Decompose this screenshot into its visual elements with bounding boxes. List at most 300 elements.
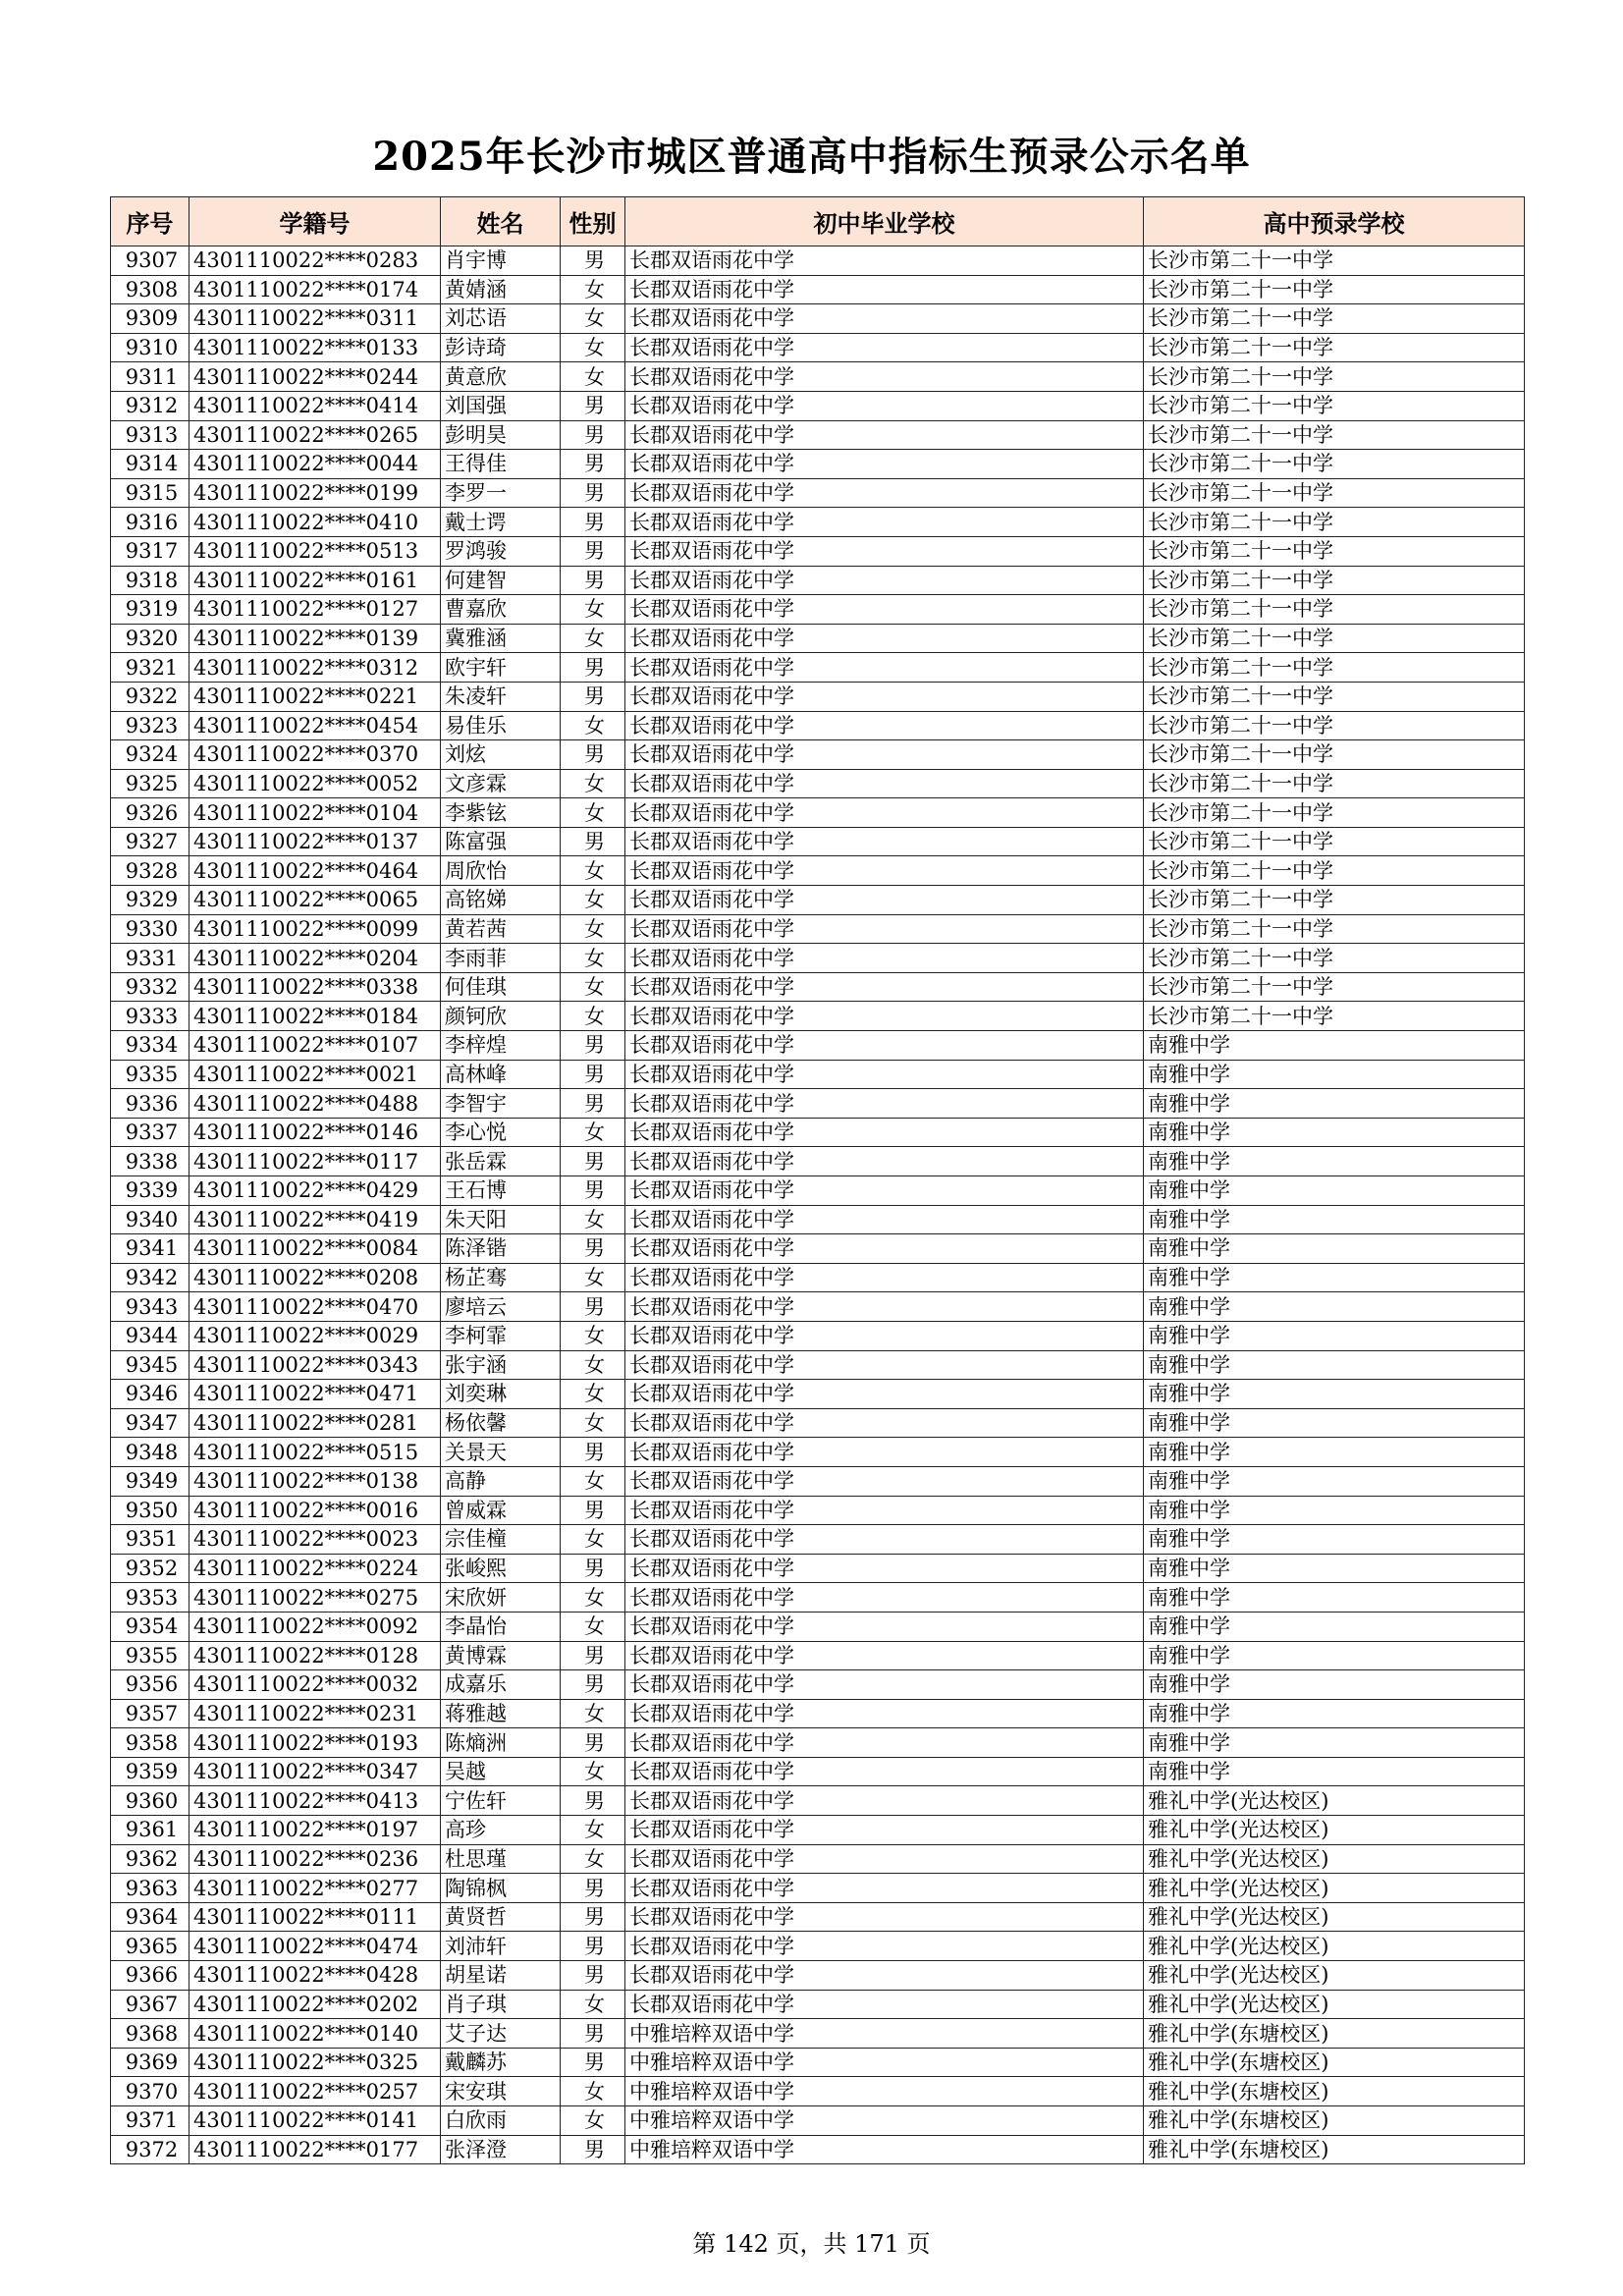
cell-name: 彭明昊 [441, 420, 561, 450]
cell-sex: 女 [561, 2077, 625, 2106]
cell-high-school: 南雅中学 [1144, 1292, 1525, 1322]
cell-name: 张宇涵 [441, 1350, 561, 1380]
table-row [111, 1990, 1525, 2019]
table-row [111, 1321, 1525, 1350]
table-row [111, 1380, 1525, 1409]
cell-student-id: 4301110022****0283 [189, 246, 441, 276]
cell-high-school: 长沙市第二十一中学 [1144, 508, 1525, 537]
cell-high-school: 长沙市第二十一中学 [1144, 972, 1525, 1002]
cell-sex: 女 [561, 1263, 625, 1292]
cell-seq: 9312 [111, 391, 189, 420]
cell-student-id: 4301110022****0107 [189, 1031, 441, 1061]
cell-high-school: 南雅中学 [1144, 1466, 1525, 1496]
cell-name: 成嘉乐 [441, 1670, 561, 1700]
table-row [111, 450, 1525, 479]
cell-student-id: 4301110022****0161 [189, 566, 441, 595]
cell-high-school: 南雅中学 [1144, 1408, 1525, 1438]
cell-seq: 9338 [111, 1147, 189, 1176]
table-row [111, 1525, 1525, 1555]
cell-seq: 9333 [111, 1002, 189, 1031]
cell-high-school: 南雅中学 [1144, 1525, 1525, 1555]
cell-high-school: 南雅中学 [1144, 1263, 1525, 1292]
cell-name: 曹嘉欣 [441, 595, 561, 625]
cell-student-id: 4301110022****0111 [189, 1902, 441, 1932]
cell-seq: 9349 [111, 1466, 189, 1496]
cell-sex: 女 [561, 1583, 625, 1613]
cell-middle-school: 长郡双语雨花中学 [625, 1728, 1144, 1758]
cell-student-id: 4301110022****0202 [189, 1990, 441, 2019]
cell-student-id: 4301110022****0140 [189, 2019, 441, 2049]
cell-seq: 9352 [111, 1554, 189, 1583]
cell-middle-school: 长郡双语雨花中学 [625, 333, 1144, 362]
cell-middle-school: 长郡双语雨花中学 [625, 1321, 1144, 1350]
cell-seq: 9342 [111, 1263, 189, 1292]
cell-middle-school: 长郡双语雨花中学 [625, 1060, 1144, 1089]
cell-high-school: 南雅中学 [1144, 1089, 1525, 1119]
cell-seq: 9348 [111, 1438, 189, 1467]
cell-seq: 9364 [111, 1902, 189, 1932]
cell-seq: 9346 [111, 1380, 189, 1409]
table-row [111, 508, 1525, 537]
cell-name: 白欣雨 [441, 2106, 561, 2136]
cell-seq: 9361 [111, 1816, 189, 1845]
cell-middle-school: 长郡双语雨花中学 [625, 508, 1144, 537]
cell-student-id: 4301110022****0277 [189, 1874, 441, 1903]
cell-name: 高珍 [441, 1816, 561, 1845]
cell-seq: 9345 [111, 1350, 189, 1380]
cell-student-id: 4301110022****0208 [189, 1263, 441, 1292]
cell-seq: 9328 [111, 856, 189, 886]
cell-seq: 9329 [111, 886, 189, 915]
table-row [111, 1292, 1525, 1322]
cell-middle-school: 长郡双语雨花中学 [625, 1874, 1144, 1903]
cell-seq: 9337 [111, 1118, 189, 1147]
cell-student-id: 4301110022****0470 [189, 1292, 441, 1322]
cell-name: 胡星诺 [441, 1961, 561, 1991]
cell-sex: 女 [561, 1350, 625, 1380]
cell-sex: 男 [561, 420, 625, 450]
cell-middle-school: 长郡双语雨花中学 [625, 1525, 1144, 1555]
cell-middle-school: 长郡双语雨花中学 [625, 1031, 1144, 1061]
cell-sex: 女 [561, 1408, 625, 1438]
cell-middle-school: 长郡双语雨花中学 [625, 391, 1144, 420]
table-row [111, 2077, 1525, 2106]
cell-seq: 9326 [111, 798, 189, 828]
table-row [111, 972, 1525, 1002]
cell-seq: 9359 [111, 1757, 189, 1786]
cell-middle-school: 长郡双语雨花中学 [625, 1699, 1144, 1728]
cell-seq: 9319 [111, 595, 189, 625]
cell-sex: 女 [561, 304, 625, 334]
page-footer: 第 142 页，共 171 页 [692, 2230, 931, 2258]
cell-seq: 9365 [111, 1932, 189, 1961]
cell-high-school: 南雅中学 [1144, 1496, 1525, 1525]
cell-middle-school: 长郡双语雨花中学 [625, 944, 1144, 973]
table-row [111, 1205, 1525, 1234]
table-row [111, 1147, 1525, 1176]
cell-middle-school: 长郡双语雨花中学 [625, 1234, 1144, 1264]
cell-student-id: 4301110022****0513 [189, 536, 441, 566]
cell-high-school: 长沙市第二十一中学 [1144, 827, 1525, 856]
cell-middle-school: 长郡双语雨花中学 [625, 246, 1144, 276]
cell-middle-school: 长郡双语雨花中学 [625, 1263, 1144, 1292]
cell-student-id: 4301110022****0221 [189, 682, 441, 711]
table-row [111, 1874, 1525, 1903]
cell-name: 李梓煌 [441, 1031, 561, 1061]
cell-high-school: 南雅中学 [1144, 1757, 1525, 1786]
table-row [111, 1612, 1525, 1641]
cell-seq: 9331 [111, 944, 189, 973]
cell-middle-school: 长郡双语雨花中学 [625, 1438, 1144, 1467]
cell-sex: 女 [561, 1205, 625, 1234]
table-row [111, 1438, 1525, 1467]
column-header-middle-school: 初中毕业学校 [625, 197, 1144, 246]
cell-student-id: 4301110022****0138 [189, 1466, 441, 1496]
cell-student-id: 4301110022****0127 [189, 595, 441, 625]
cell-seq: 9315 [111, 478, 189, 508]
cell-student-id: 4301110022****0016 [189, 1496, 441, 1525]
cell-name: 刘沛轩 [441, 1932, 561, 1961]
cell-high-school: 南雅中学 [1144, 1380, 1525, 1409]
cell-sex: 女 [561, 798, 625, 828]
cell-student-id: 4301110022****0174 [189, 275, 441, 304]
cell-student-id: 4301110022****0257 [189, 2077, 441, 2106]
cell-middle-school: 长郡双语雨花中学 [625, 1002, 1144, 1031]
cell-high-school: 南雅中学 [1144, 1118, 1525, 1147]
cell-seq: 9351 [111, 1525, 189, 1555]
table-row [111, 1466, 1525, 1496]
cell-high-school: 南雅中学 [1144, 1670, 1525, 1700]
cell-middle-school: 长郡双语雨花中学 [625, 1786, 1144, 1816]
cell-high-school: 南雅中学 [1144, 1321, 1525, 1350]
cell-name: 高静 [441, 1466, 561, 1496]
cell-high-school: 南雅中学 [1144, 1641, 1525, 1670]
cell-name: 戴麟苏 [441, 2048, 561, 2077]
cell-name: 高铭娣 [441, 886, 561, 915]
cell-seq: 9320 [111, 624, 189, 653]
cell-sex: 女 [561, 1525, 625, 1555]
cell-high-school: 长沙市第二十一中学 [1144, 740, 1525, 770]
cell-middle-school: 长郡双语雨花中学 [625, 1902, 1144, 1932]
cell-name: 张峻熙 [441, 1554, 561, 1583]
cell-middle-school: 长郡双语雨花中学 [625, 1670, 1144, 1700]
cell-middle-school: 长郡双语雨花中学 [625, 1641, 1144, 1670]
cell-middle-school: 长郡双语雨花中学 [625, 886, 1144, 915]
cell-name: 黄若茜 [441, 914, 561, 944]
cell-sex: 女 [561, 1466, 625, 1496]
table-row [111, 1816, 1525, 1845]
cell-student-id: 4301110022****0199 [189, 478, 441, 508]
cell-sex: 男 [561, 1786, 625, 1816]
cell-high-school: 雅礼中学(光达校区) [1144, 1786, 1525, 1816]
cell-name: 高林峰 [441, 1060, 561, 1089]
cell-student-id: 4301110022****0370 [189, 740, 441, 770]
cell-name: 朱天阳 [441, 1205, 561, 1234]
cell-middle-school: 中雅培粹双语中学 [625, 2019, 1144, 2049]
cell-high-school: 长沙市第二十一中学 [1144, 711, 1525, 740]
cell-high-school: 长沙市第二十一中学 [1144, 566, 1525, 595]
cell-seq: 9347 [111, 1408, 189, 1438]
table-row [111, 1496, 1525, 1525]
cell-sex: 女 [561, 333, 625, 362]
cell-high-school: 长沙市第二十一中学 [1144, 391, 1525, 420]
table-row [111, 914, 1525, 944]
cell-name: 李罗一 [441, 478, 561, 508]
cell-student-id: 4301110022****0023 [189, 1525, 441, 1555]
cell-seq: 9336 [111, 1089, 189, 1119]
table-header [111, 197, 1525, 246]
cell-name: 蒋雅越 [441, 1699, 561, 1728]
cell-middle-school: 长郡双语雨花中学 [625, 1844, 1144, 1874]
cell-high-school: 长沙市第二十一中学 [1144, 886, 1525, 915]
cell-student-id: 4301110022****0428 [189, 1961, 441, 1991]
table-row [111, 333, 1525, 362]
cell-sex: 男 [561, 682, 625, 711]
cell-middle-school: 长郡双语雨花中学 [625, 478, 1144, 508]
column-header-high-school: 高中预录学校 [1144, 197, 1525, 246]
cell-student-id: 4301110022****0044 [189, 450, 441, 479]
cell-seq: 9339 [111, 1176, 189, 1206]
cell-name: 刘炫 [441, 740, 561, 770]
table-row [111, 2048, 1525, 2077]
cell-seq: 9317 [111, 536, 189, 566]
cell-sex: 男 [561, 1932, 625, 1961]
cell-name: 冀雅涵 [441, 624, 561, 653]
cell-sex: 男 [561, 536, 625, 566]
cell-sex: 男 [561, 1438, 625, 1467]
roster-table [110, 196, 1525, 2164]
table-row [111, 420, 1525, 450]
cell-student-id: 4301110022****0029 [189, 1321, 441, 1350]
cell-middle-school: 长郡双语雨花中学 [625, 1496, 1144, 1525]
cell-name: 朱凌轩 [441, 682, 561, 711]
cell-high-school: 南雅中学 [1144, 1583, 1525, 1613]
cell-sex: 男 [561, 478, 625, 508]
table-row [111, 1728, 1525, 1758]
cell-name: 李雨菲 [441, 944, 561, 973]
cell-student-id: 4301110022****0325 [189, 2048, 441, 2077]
cell-middle-school: 长郡双语雨花中学 [625, 595, 1144, 625]
cell-high-school: 长沙市第二十一中学 [1144, 420, 1525, 450]
cell-sex: 男 [561, 1961, 625, 1991]
cell-seq: 9316 [111, 508, 189, 537]
table-row [111, 827, 1525, 856]
cell-sex: 女 [561, 1380, 625, 1409]
page-title: 2025年长沙市城区普通高中指标生预录公示名单 [372, 134, 1251, 180]
cell-student-id: 4301110022****0052 [189, 769, 441, 798]
cell-seq: 9308 [111, 275, 189, 304]
cell-seq: 9323 [111, 711, 189, 740]
cell-name: 肖子琪 [441, 1990, 561, 2019]
cell-seq: 9367 [111, 1990, 189, 2019]
cell-sex: 男 [561, 391, 625, 420]
cell-sex: 女 [561, 972, 625, 1002]
cell-seq: 9372 [111, 2135, 189, 2164]
cell-name: 王石博 [441, 1176, 561, 1206]
cell-sex: 女 [561, 1990, 625, 2019]
cell-middle-school: 长郡双语雨花中学 [625, 1583, 1144, 1613]
cell-seq: 9330 [111, 914, 189, 944]
table-row [111, 856, 1525, 886]
cell-name: 黄婧涵 [441, 275, 561, 304]
cell-middle-school: 长郡双语雨花中学 [625, 1816, 1144, 1845]
cell-middle-school: 长郡双语雨花中学 [625, 1961, 1144, 1991]
cell-name: 黄博霖 [441, 1641, 561, 1670]
cell-high-school: 雅礼中学(光达校区) [1144, 1961, 1525, 1991]
cell-seq: 9322 [111, 682, 189, 711]
table-row [111, 536, 1525, 566]
cell-student-id: 4301110022****0128 [189, 1641, 441, 1670]
cell-student-id: 4301110022****0236 [189, 1844, 441, 1874]
cell-middle-school: 长郡双语雨花中学 [625, 1990, 1144, 2019]
cell-seq: 9310 [111, 333, 189, 362]
cell-name: 黄意欣 [441, 362, 561, 392]
cell-seq: 9341 [111, 1234, 189, 1264]
table-row [111, 1002, 1525, 1031]
cell-sex: 女 [561, 1612, 625, 1641]
cell-high-school: 南雅中学 [1144, 1147, 1525, 1176]
cell-high-school: 南雅中学 [1144, 1612, 1525, 1641]
cell-high-school: 雅礼中学(光达校区) [1144, 1874, 1525, 1903]
cell-name: 吴越 [441, 1757, 561, 1786]
cell-name: 李智宇 [441, 1089, 561, 1119]
cell-student-id: 4301110022****0515 [189, 1438, 441, 1467]
cell-student-id: 4301110022****0177 [189, 2135, 441, 2164]
cell-name: 曾威霖 [441, 1496, 561, 1525]
cell-middle-school: 长郡双语雨花中学 [625, 1932, 1144, 1961]
cell-sex: 女 [561, 856, 625, 886]
table-row [111, 1757, 1525, 1786]
cell-sex: 男 [561, 508, 625, 537]
cell-name: 颜钶欣 [441, 1002, 561, 1031]
cell-seq: 9314 [111, 450, 189, 479]
cell-high-school: 雅礼中学(东塘校区) [1144, 2135, 1525, 2164]
cell-middle-school: 中雅培粹双语中学 [625, 2135, 1144, 2164]
cell-name: 杜思瑾 [441, 1844, 561, 1874]
cell-seq: 9354 [111, 1612, 189, 1641]
cell-student-id: 4301110022****0117 [189, 1147, 441, 1176]
cell-student-id: 4301110022****0488 [189, 1089, 441, 1119]
table-row [111, 1408, 1525, 1438]
cell-name: 关景天 [441, 1438, 561, 1467]
cell-sex: 男 [561, 2048, 625, 2077]
cell-high-school: 雅礼中学(光达校区) [1144, 1816, 1525, 1845]
cell-sex: 女 [561, 1002, 625, 1031]
cell-sex: 男 [561, 1234, 625, 1264]
cell-seq: 9334 [111, 1031, 189, 1061]
cell-high-school: 长沙市第二十一中学 [1144, 856, 1525, 886]
cell-name: 陈熵洲 [441, 1728, 561, 1758]
cell-high-school: 长沙市第二十一中学 [1144, 595, 1525, 625]
cell-name: 宋欣妍 [441, 1583, 561, 1613]
cell-name: 李紫铉 [441, 798, 561, 828]
cell-student-id: 4301110022****0312 [189, 653, 441, 683]
cell-middle-school: 长郡双语雨花中学 [625, 362, 1144, 392]
cell-student-id: 4301110022****0092 [189, 1612, 441, 1641]
table-row [111, 1902, 1525, 1932]
cell-sex: 男 [561, 2019, 625, 2049]
cell-seq: 9321 [111, 653, 189, 683]
cell-seq: 9332 [111, 972, 189, 1002]
cell-name: 廖培云 [441, 1292, 561, 1322]
table-row [111, 1932, 1525, 1961]
cell-sex: 男 [561, 1176, 625, 1206]
cell-seq: 9360 [111, 1786, 189, 1816]
cell-seq: 9353 [111, 1583, 189, 1613]
cell-student-id: 4301110022****0474 [189, 1932, 441, 1961]
cell-name: 杨芷骞 [441, 1263, 561, 1292]
cell-sex: 女 [561, 1757, 625, 1786]
cell-sex: 男 [561, 1147, 625, 1176]
cell-middle-school: 长郡双语雨花中学 [625, 1380, 1144, 1409]
cell-high-school: 长沙市第二十一中学 [1144, 944, 1525, 973]
cell-name: 罗鸿骏 [441, 536, 561, 566]
cell-sex: 男 [561, 450, 625, 479]
cell-name: 戴士谔 [441, 508, 561, 537]
cell-student-id: 4301110022****0343 [189, 1350, 441, 1380]
table-row [111, 1176, 1525, 1206]
table-row [111, 246, 1525, 276]
cell-high-school: 雅礼中学(东塘校区) [1144, 2077, 1525, 2106]
table-row [111, 1786, 1525, 1816]
cell-sex: 男 [561, 1670, 625, 1700]
cell-student-id: 4301110022****0419 [189, 1205, 441, 1234]
cell-name: 陈富强 [441, 827, 561, 856]
cell-name: 刘国强 [441, 391, 561, 420]
cell-middle-school: 长郡双语雨花中学 [625, 1118, 1144, 1147]
table-row [111, 1641, 1525, 1670]
cell-student-id: 4301110022****0139 [189, 624, 441, 653]
cell-middle-school: 长郡双语雨花中学 [625, 1350, 1144, 1380]
table-row [111, 1060, 1525, 1089]
cell-student-id: 4301110022****0275 [189, 1583, 441, 1613]
table-body [111, 246, 1525, 2164]
cell-student-id: 4301110022****0065 [189, 886, 441, 915]
table-row [111, 304, 1525, 334]
table-row [111, 1031, 1525, 1061]
cell-name: 张岳霖 [441, 1147, 561, 1176]
table-row [111, 740, 1525, 770]
cell-student-id: 4301110022****0193 [189, 1728, 441, 1758]
cell-middle-school: 长郡双语雨花中学 [625, 304, 1144, 334]
cell-seq: 9318 [111, 566, 189, 595]
cell-sex: 男 [561, 1292, 625, 1322]
cell-seq: 9335 [111, 1060, 189, 1089]
cell-middle-school: 长郡双语雨花中学 [625, 914, 1144, 944]
cell-sex: 男 [561, 1496, 625, 1525]
table-row [111, 944, 1525, 973]
cell-middle-school: 长郡双语雨花中学 [625, 740, 1144, 770]
cell-name: 陈泽锴 [441, 1234, 561, 1264]
cell-name: 艾子达 [441, 2019, 561, 2049]
cell-middle-school: 长郡双语雨花中学 [625, 566, 1144, 595]
cell-seq: 9362 [111, 1844, 189, 1874]
cell-middle-school: 长郡双语雨花中学 [625, 1408, 1144, 1438]
cell-middle-school: 长郡双语雨花中学 [625, 536, 1144, 566]
cell-high-school: 雅礼中学(光达校区) [1144, 1844, 1525, 1874]
cell-student-id: 4301110022****0084 [189, 1234, 441, 1264]
cell-seq: 9366 [111, 1961, 189, 1991]
cell-middle-school: 中雅培粹双语中学 [625, 2106, 1144, 2136]
cell-student-id: 4301110022****0471 [189, 1380, 441, 1409]
cell-sex: 女 [561, 275, 625, 304]
cell-seq: 9357 [111, 1699, 189, 1728]
cell-middle-school: 长郡双语雨花中学 [625, 1554, 1144, 1583]
cell-high-school: 雅礼中学(光达校区) [1144, 1990, 1525, 2019]
table-row [111, 653, 1525, 683]
cell-seq: 9355 [111, 1641, 189, 1670]
cell-high-school: 南雅中学 [1144, 1554, 1525, 1583]
